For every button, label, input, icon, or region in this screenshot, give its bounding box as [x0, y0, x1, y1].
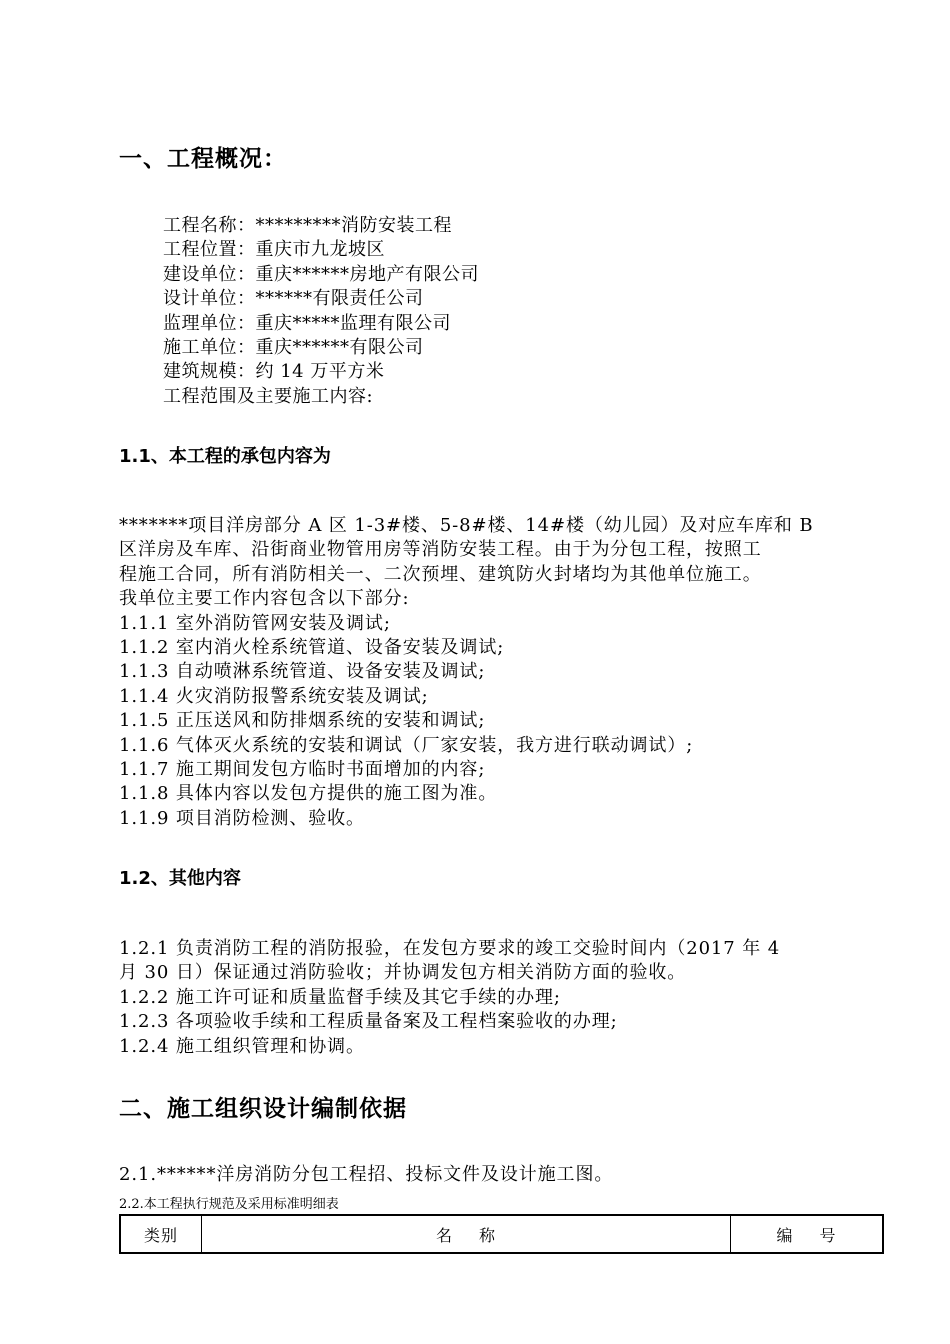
section-1-2-heading: 1.2、其他内容 — [119, 868, 241, 889]
list-item: 1.1.3 自动喷淋系统管道、设备安装及调试; — [119, 661, 486, 683]
paragraph-line: *******项目洋房部分 A 区 1-3#楼、5-8#楼、14#楼（幼儿园）及对应车库和 B — [119, 515, 814, 536]
section-2-content — [119, 1163, 884, 1187]
section-2-heading: 二、施工组织设计编制依据 — [119, 1096, 407, 1122]
info-line-designer: 设计单位：******有限责任公司 — [163, 288, 424, 310]
list-item: 1.1.9 项目消防检测、验收。 — [119, 807, 365, 829]
list-item: 1.2.2 施工许可证和质量监督手续及其它手续的办理; — [119, 986, 561, 1008]
standards-table — [119, 1214, 884, 1254]
info-line-scope: 工程范围及主要施工内容: — [163, 385, 374, 407]
list-item: 1.1.8 具体内容以发包方提供的施工图为准。 — [119, 783, 498, 805]
info-line-contractor: 施工单位：重庆******有限公司 — [163, 336, 424, 358]
list-item: 1.2.4 施工组织管理和协调。 — [119, 1035, 365, 1057]
list-item: 1.1.7 施工期间发包方临时书面增加的内容; — [119, 758, 486, 780]
list-item: 1.1.5 正压送风和防排烟系统的安装和调试; — [119, 710, 486, 732]
info-line-location: 工程位置：重庆市九龙坡区 — [163, 239, 385, 261]
list-item: 1.1.6 气体灭火系统的安装和调试（厂家安装，我方进行联动调试）; — [119, 734, 694, 756]
column-header-name: 名 称 — [202, 1215, 731, 1253]
section-1-1-heading: 1.1、本工程的承包内容为 — [119, 446, 331, 467]
paragraph-line: 区洋房及车库、沿街商业物管用房等消防安装工程。由于为分包工程，按照工 — [119, 539, 762, 561]
paragraph-line: 程施工合同，所有消防相关一、二次预埋、建筑防火封堵均为其他单位施工。 — [119, 563, 762, 585]
table-header-row — [120, 1215, 883, 1253]
project-info-block — [163, 214, 479, 409]
info-line-supervisor: 监理单位：重庆*****监理有限公司 — [163, 312, 451, 334]
paragraph-line: 我单位主要工作内容包含以下部分: — [119, 588, 410, 610]
column-header-category: 类别 — [120, 1215, 202, 1253]
list-item: 1.1.4 火灾消防报警系统安装及调试; — [119, 685, 429, 707]
info-line-project-name: 工程名称：*********消防安装工程 — [163, 215, 452, 236]
section-1-heading: 一、工程概况： — [119, 146, 287, 172]
list-item: 1.2.3 各项验收手续和工程质量备案及工程档案验收的办理; — [119, 1011, 618, 1033]
list-item: 月 30 日）保证通过消防验收；并协调发包方相关消防方面的验收。 — [119, 962, 687, 984]
section-1-2-content — [119, 937, 884, 1059]
info-line-client: 建设单位：重庆******房地产有限公司 — [163, 263, 479, 285]
info-line-scale: 建筑规模：约 14 万平方米 — [163, 361, 385, 383]
table-caption: 2.2.本工程执行规范及采用标准明细表 — [119, 1197, 339, 1212]
list-item: 1.1.1 室外消防管网安装及调试; — [119, 612, 391, 634]
list-item: 1.1.2 室内消火栓系统管道、设备安装及调试; — [119, 636, 505, 658]
list-item: 1.2.1 负责消防工程的消防报验，在发包方要求的竣工交验时间内（2017 年 4 — [119, 938, 781, 959]
list-item: 2.1.******洋房消防分包工程招、投标文件及设计施工图。 — [119, 1164, 614, 1185]
column-header-code: 编 号 — [731, 1215, 884, 1253]
section-1-1-content — [119, 514, 884, 831]
